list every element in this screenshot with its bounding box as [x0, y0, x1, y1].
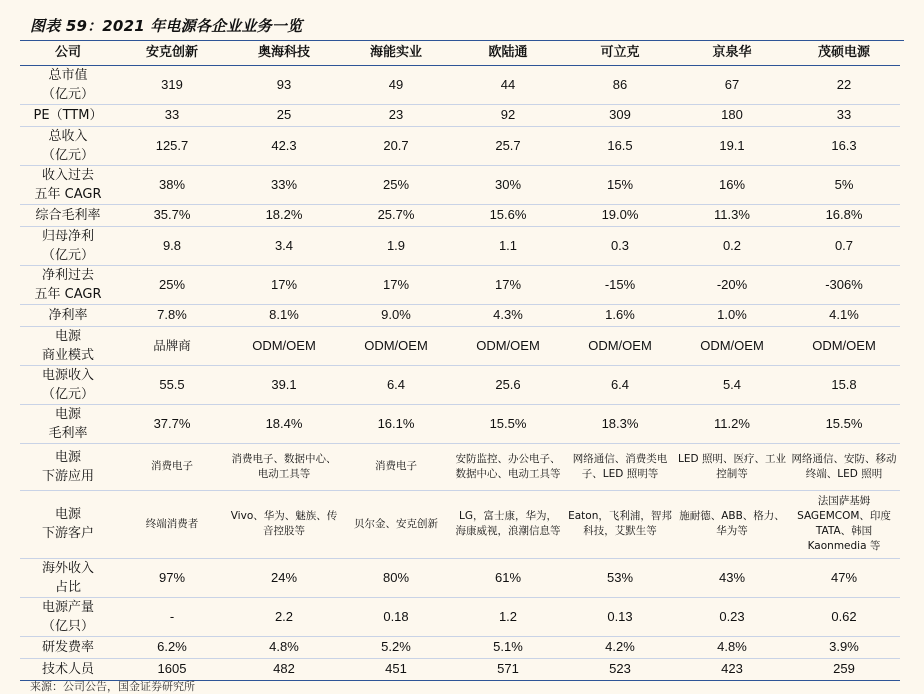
table-cell: ODM/OEM — [340, 326, 452, 365]
table-cell: 0.18 — [340, 597, 452, 636]
table-cell: 品牌商 — [116, 326, 228, 365]
row-label-line: 下游应用 — [41, 468, 94, 484]
table-cell: 25.6 — [452, 365, 564, 404]
table-cell: 259 — [788, 658, 900, 680]
table-cell: 3.9% — [788, 636, 900, 658]
row-label-line: 净利率 — [48, 307, 88, 323]
table-cell: 0.2 — [676, 226, 788, 265]
table-cell: 8.1% — [228, 304, 340, 326]
row-label-line: （亿只） — [41, 618, 94, 634]
table-row — [20, 326, 900, 365]
table-cell: 24% — [228, 558, 340, 597]
row-label — [20, 65, 116, 104]
row-label-line: （亿元） — [41, 247, 94, 263]
row-label — [20, 558, 116, 597]
table-cell: ODM/OEM — [788, 326, 900, 365]
table-cell: 0.3 — [564, 226, 676, 265]
table-row — [20, 558, 900, 597]
table-cell: 93 — [228, 65, 340, 104]
table-cell: Eaton，飞利浦，智邦科技，艾默生等 — [564, 490, 676, 558]
table-cell: 9.8 — [116, 226, 228, 265]
table-cell: 33 — [788, 104, 900, 126]
table-cell: 482 — [228, 658, 340, 680]
table-cell: 19.1 — [676, 126, 788, 165]
row-label-line: 归母净利 — [41, 228, 94, 244]
table-cell: 80% — [340, 558, 452, 597]
table-cell: 67 — [676, 65, 788, 104]
table-cell: 17% — [228, 265, 340, 304]
row-label-line: 电源产量 — [41, 599, 94, 615]
row-label — [20, 326, 116, 365]
table-row — [20, 65, 900, 104]
table-cell: 18.3% — [564, 404, 676, 443]
row-label — [20, 165, 116, 204]
table-cell: -20% — [676, 265, 788, 304]
table-cell: -15% — [564, 265, 676, 304]
table-cell: 38% — [116, 165, 228, 204]
table-cell: 61% — [452, 558, 564, 597]
table-cell: - — [116, 597, 228, 636]
table-cell: 1.9 — [340, 226, 452, 265]
table-cell: 15.5% — [788, 404, 900, 443]
row-label — [20, 404, 116, 443]
header-row — [20, 41, 900, 65]
table-cell: 49 — [340, 65, 452, 104]
business-comparison-table — [20, 41, 900, 681]
table-row — [20, 204, 900, 226]
table-cell: 终端消费者 — [116, 490, 228, 558]
table-cell: 1.2 — [452, 597, 564, 636]
table-cell: 25.7% — [340, 204, 452, 226]
table-cell: 5% — [788, 165, 900, 204]
table-row — [20, 597, 900, 636]
table-cell: 16.3 — [788, 126, 900, 165]
row-label-line: （亿元） — [41, 386, 94, 402]
table-cell: 20.7 — [340, 126, 452, 165]
row-label-line: 下游客户 — [41, 526, 94, 541]
table-cell: 30% — [452, 165, 564, 204]
table-cell: 25% — [340, 165, 452, 204]
table-cell: 37.7% — [116, 404, 228, 443]
table-row — [20, 126, 900, 165]
row-label-line: 技术人员 — [41, 661, 94, 677]
row-label — [20, 265, 116, 304]
table-cell: 网络通信、安防、移动终端、LED 照明 — [788, 443, 900, 490]
table-cell: 4.3% — [452, 304, 564, 326]
row-label-line: 净利过去 — [41, 267, 94, 283]
row-label-line: 电源 — [54, 449, 81, 465]
row-label — [20, 365, 116, 404]
table-cell: 33 — [116, 104, 228, 126]
header-oulutong: 欧陆通 — [452, 41, 564, 65]
table-cell: 180 — [676, 104, 788, 126]
header-kelike: 可立克 — [564, 41, 676, 65]
table-cell: 25.7 — [452, 126, 564, 165]
table-title: 图表 59：2021 年电源各企业业务一览 — [30, 17, 303, 35]
row-label-line: （亿元） — [41, 147, 94, 163]
table-cell: 2.2 — [228, 597, 340, 636]
table-cell: 1.1 — [452, 226, 564, 265]
table-cell: 39.1 — [228, 365, 340, 404]
table-cell: 17% — [340, 265, 452, 304]
table-cell: ODM/OEM — [452, 326, 564, 365]
table-cell: 423 — [676, 658, 788, 680]
row-label — [20, 126, 116, 165]
header-maoshuo: 茂硕电源 — [788, 41, 900, 65]
table-cell: 35.7% — [116, 204, 228, 226]
table-cell: 网络通信、消费类电子、LED 照明等 — [564, 443, 676, 490]
table-cell: 4.8% — [228, 636, 340, 658]
table-row — [20, 365, 900, 404]
table-cell: 0.7 — [788, 226, 900, 265]
table-cell: 309 — [564, 104, 676, 126]
table-cell: 15% — [564, 165, 676, 204]
table-cell: 6.4 — [340, 365, 452, 404]
table-body — [20, 65, 900, 680]
table-cell: 16.8% — [788, 204, 900, 226]
row-label-line: 总收入 — [48, 128, 88, 144]
row-label-line: 收入过去 — [41, 167, 94, 183]
table-cell: 6.2% — [116, 636, 228, 658]
table-cell: 523 — [564, 658, 676, 680]
table-cell: 0.13 — [564, 597, 676, 636]
table-cell: 44 — [452, 65, 564, 104]
table-cell: 53% — [564, 558, 676, 597]
table-cell: 施耐德、ABB、格力、华为等 — [676, 490, 788, 558]
table-cell: 16.5 — [564, 126, 676, 165]
table-cell: Vivo、华为、魅族、传音控股等 — [228, 490, 340, 558]
row-label-line: 商业模式 — [41, 347, 94, 363]
table-row — [20, 165, 900, 204]
row-label — [20, 226, 116, 265]
table-cell: 18.4% — [228, 404, 340, 443]
source-note: 来源：公司公告，国金证券研究所 — [30, 680, 195, 693]
table-cell: 451 — [340, 658, 452, 680]
row-label-line: 电源收入 — [41, 367, 94, 383]
row-label-line: 五年 CAGR — [34, 286, 102, 302]
table-row — [20, 636, 900, 658]
table-cell: 55.5 — [116, 365, 228, 404]
table-cell: 17% — [452, 265, 564, 304]
table-cell: 11.2% — [676, 404, 788, 443]
table-cell: 23 — [340, 104, 452, 126]
row-label-line: 电源 — [54, 328, 81, 344]
table-cell: LG，富士康，华为，海康威视，浪潮信息等 — [452, 490, 564, 558]
row-label — [20, 597, 116, 636]
row-label — [20, 658, 116, 680]
table-cell: 15.8 — [788, 365, 900, 404]
row-label — [20, 443, 116, 490]
table-cell: LED 照明、医疗、工业控制等 — [676, 443, 788, 490]
table-row — [20, 265, 900, 304]
table-cell: 消费电子 — [340, 443, 452, 490]
table-cell: 16.1% — [340, 404, 452, 443]
table-cell: 0.23 — [676, 597, 788, 636]
table-cell: 5.2% — [340, 636, 452, 658]
table-cell: ODM/OEM — [676, 326, 788, 365]
row-label-line: 五年 CAGR — [34, 186, 102, 202]
table-row — [20, 104, 900, 126]
table-cell: 86 — [564, 65, 676, 104]
table-cell: 125.7 — [116, 126, 228, 165]
header-haineng: 海能实业 — [340, 41, 452, 65]
row-label — [20, 304, 116, 326]
table-row — [20, 443, 900, 490]
table-cell: 571 — [452, 658, 564, 680]
table-cell: 1.0% — [676, 304, 788, 326]
row-label-line: 毛利率 — [48, 425, 88, 441]
table-cell: -306% — [788, 265, 900, 304]
table-cell: 7.8% — [116, 304, 228, 326]
table-row — [20, 304, 900, 326]
table-cell: 法国萨基姆 SAGEMCOM、印度 TATA、韩国 Kaonmedia 等 — [788, 490, 900, 558]
table-cell: 15.5% — [452, 404, 564, 443]
table-cell: 25 — [228, 104, 340, 126]
table-cell: 43% — [676, 558, 788, 597]
table-row — [20, 226, 900, 265]
row-label-line: 占比 — [54, 579, 81, 595]
table-row — [20, 490, 900, 558]
row-label — [20, 490, 116, 558]
row-label-line: PE（TTM） — [33, 107, 103, 123]
table-cell: 15.6% — [452, 204, 564, 226]
table-cell: 4.1% — [788, 304, 900, 326]
table-cell: 1.6% — [564, 304, 676, 326]
table-cell: 19.0% — [564, 204, 676, 226]
table-cell: 3.4 — [228, 226, 340, 265]
table-cell: 92 — [452, 104, 564, 126]
table-cell: 319 — [116, 65, 228, 104]
row-label-line: 研发费率 — [41, 639, 94, 655]
header-company: 公司 — [20, 41, 116, 65]
table-row — [20, 658, 900, 680]
table-cell: 消费电子 — [116, 443, 228, 490]
table-cell: ODM/OEM — [564, 326, 676, 365]
row-label-line: 电源 — [54, 507, 81, 522]
row-label-line: 电源 — [54, 406, 81, 422]
table-cell: 47% — [788, 558, 900, 597]
row-label-line: （亿元） — [41, 86, 94, 102]
table-cell: 1605 — [116, 658, 228, 680]
table-cell: 5.1% — [452, 636, 564, 658]
table-cell: 33% — [228, 165, 340, 204]
table-cell: 6.4 — [564, 365, 676, 404]
header-anker: 安克创新 — [116, 41, 228, 65]
row-label-line: 综合毛利率 — [35, 207, 101, 223]
table-cell: 安防监控、办公电子、数据中心、电动工具等 — [452, 443, 564, 490]
table-cell: ODM/OEM — [228, 326, 340, 365]
table-cell: 9.0% — [340, 304, 452, 326]
table-cell: 0.62 — [788, 597, 900, 636]
table-row — [20, 404, 900, 443]
table-cell: 4.8% — [676, 636, 788, 658]
table-cell: 5.4 — [676, 365, 788, 404]
row-label-line: 海外收入 — [41, 560, 94, 576]
row-label-line: 总市值 — [48, 67, 88, 83]
table-cell: 消费电子、数据中心、电动工具等 — [228, 443, 340, 490]
table-cell: 25% — [116, 265, 228, 304]
table-cell: 贝尔金、安克创新 — [340, 490, 452, 558]
table-cell: 22 — [788, 65, 900, 104]
table-cell: 11.3% — [676, 204, 788, 226]
table-cell: 42.3 — [228, 126, 340, 165]
table-cell: 16% — [676, 165, 788, 204]
row-label — [20, 104, 116, 126]
header-jingquanhua: 京泉华 — [676, 41, 788, 65]
row-label — [20, 636, 116, 658]
row-label — [20, 204, 116, 226]
header-aohai: 奥海科技 — [228, 41, 340, 65]
table-cell: 97% — [116, 558, 228, 597]
table-cell: 18.2% — [228, 204, 340, 226]
table-cell: 4.2% — [564, 636, 676, 658]
